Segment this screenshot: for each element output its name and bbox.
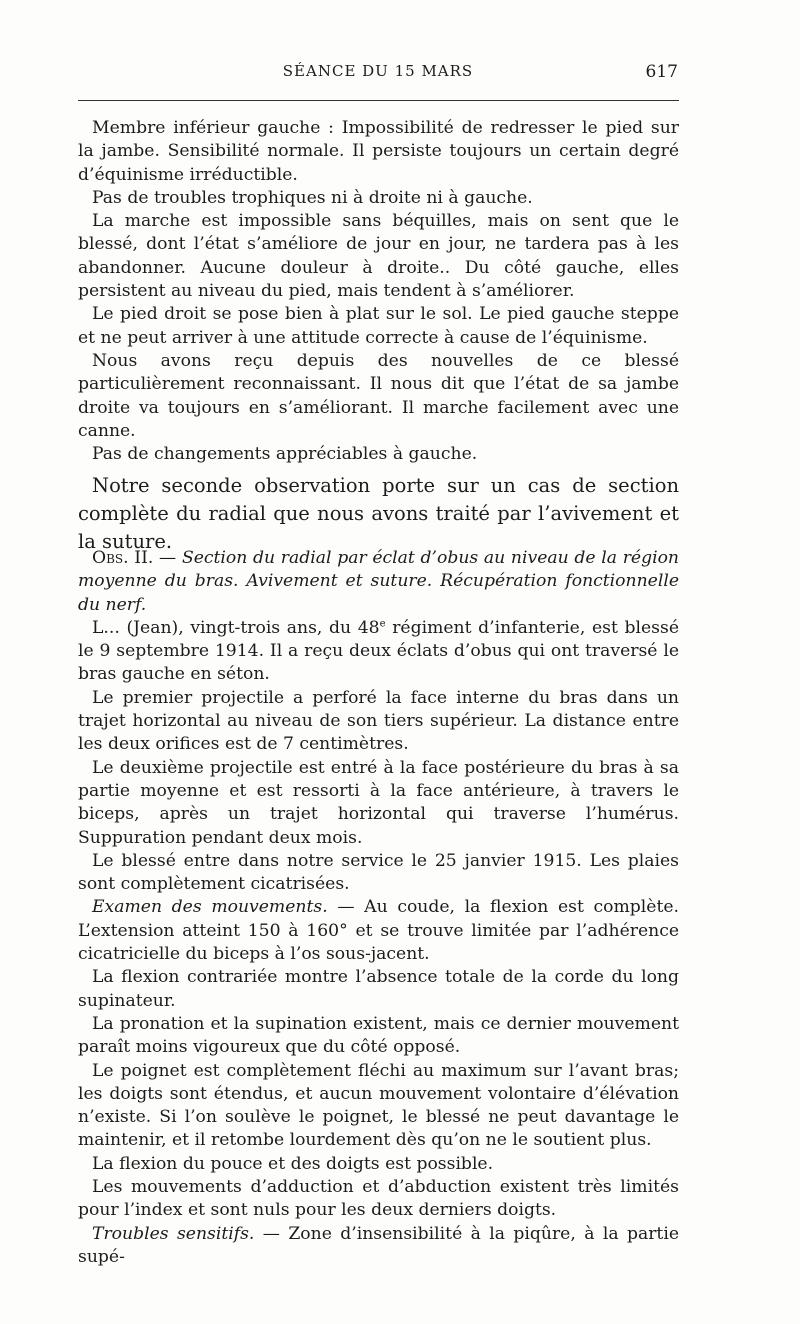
- observation-ii: [78, 547, 679, 1269]
- patient-paragraph: [78, 617, 679, 687]
- paragraph: La marche est impossible sans béquilles, mais on sent que le blessé, dont l’état s’améliore de jour en jour, ne tardera pas à les abandonner. Aucune douleur à droite.. Du côté gauche, elles persistent au niveau du pied, mais tendent à s’améliorer.: [78, 211, 679, 302]
- page-number: 617: [645, 62, 678, 82]
- observation-heading: [78, 547, 679, 617]
- running-header: [78, 62, 678, 86]
- exam-label: Examen des mouvements.: [92, 897, 328, 918]
- ordinal-superscript: e: [379, 618, 386, 630]
- paragraph: Le premier projectile a perforé la face interne du bras dans un trajet horizontal au niveau de son tiers supérieur. La distance entre les deux orifices est de 7 centimètres.: [78, 687, 679, 755]
- paragraph: La pronation et la supination existent, mais ce dernier mouvement paraît moins vigoureux que du côté opposé.: [78, 1013, 679, 1058]
- lead-paragraph: [78, 472, 679, 556]
- paragraph: Le deuxième projectile est entré à la face postérieure du bras à sa partie moyenne et est ressorti à la face antérieure, à travers le biceps, après un trajet horizontal qui traverse l’humérus. Suppuration pendant deux mois.: [78, 757, 679, 848]
- troubles-text: — Zone d’insensibilité à la piqûre, à la partie supé-: [78, 1223, 679, 1267]
- paragraph: La flexion contrariée montre l’absence totale de la corde du long supinateur.: [78, 967, 679, 1011]
- paragraph: Le poignet est complètement fléchi au maximum sur l’avant bras; les doigts sont étendus, et aucun mouvement volontaire d’élévation n’existe. Si l’on soulève le poignet, le blessé ne peut davantage le maintenir, et il retombe lourdement dès qu’on ne le soutient plus.: [78, 1060, 679, 1151]
- troubles-label: Troubles sensitifs.: [92, 1223, 255, 1244]
- paragraph: Membre inférieur gauche : Impossibilité de redresser le pied sur la jambe. Sensibilité normale. Il persiste toujours un certain degré d’équinisme irréductible.: [78, 118, 679, 185]
- patient-text-start: L... (Jean), vingt-trois ans, du 48: [92, 617, 380, 638]
- observation-label: Obs. II.: [92, 548, 154, 568]
- paragraph: Le pied droit se pose bien à plat sur le sol. Le pied gauche steppe et ne peut arriver à une attitude correcte à cause de l’équinisme.: [78, 304, 679, 348]
- paragraph: Les mouvements d’adduction et d’abduction existent très limités pour l’index et sont nuls pour les deux derniers doigts.: [78, 1177, 679, 1221]
- paragraph: Le blessé entre dans notre service le 25 janvier 1915. Les plaies sont complètement cicatrisées.: [78, 850, 679, 895]
- patient-text-end: régiment d’infanterie, est blessé le 9 septembre 1914. Il a reçu deux éclats d’obus qui ont traversé le bras gauche en séton.: [78, 617, 679, 685]
- exam-paragraph: [78, 896, 679, 966]
- troubles-paragraph: [78, 1223, 679, 1270]
- observation-i-continuation: [78, 117, 679, 466]
- paragraph: Pas de changements appréciables à gauche.: [92, 444, 478, 465]
- paragraph: Nous avons reçu depuis des nouvelles de ce blessé particulièrement reconnaissant. Il nous dit que l’état de sa jambe droite va toujours en s’améliorant. Il marche facilement avec une canne.: [78, 350, 679, 441]
- header-rule: [78, 100, 679, 101]
- running-title: SÉANCE DU 15 MARS: [282, 62, 474, 80]
- observation-title: Section du radial par éclat d’obus au niveau de la région moyenne du bras. Avivement et suture. Récupération fonctionnelle du nerf.: [78, 548, 679, 615]
- exam-text: — Au coude, la flexion est complète. L’extension atteint 150 à 160° et se trouve limitée par l’adhérence cicatricielle du biceps à l’os sous-jacent.: [78, 897, 679, 965]
- paragraph: La flexion du pouce et des doigts est possible.: [92, 1153, 494, 1174]
- observation-dash: —: [153, 548, 182, 568]
- paragraph: Pas de troubles trophiques ni à droite ni à gauche.: [92, 187, 533, 208]
- lead-text: Notre seconde observation porte sur un cas de section complète du radial que nous avons traité par l’avivement et la suture.: [78, 474, 679, 553]
